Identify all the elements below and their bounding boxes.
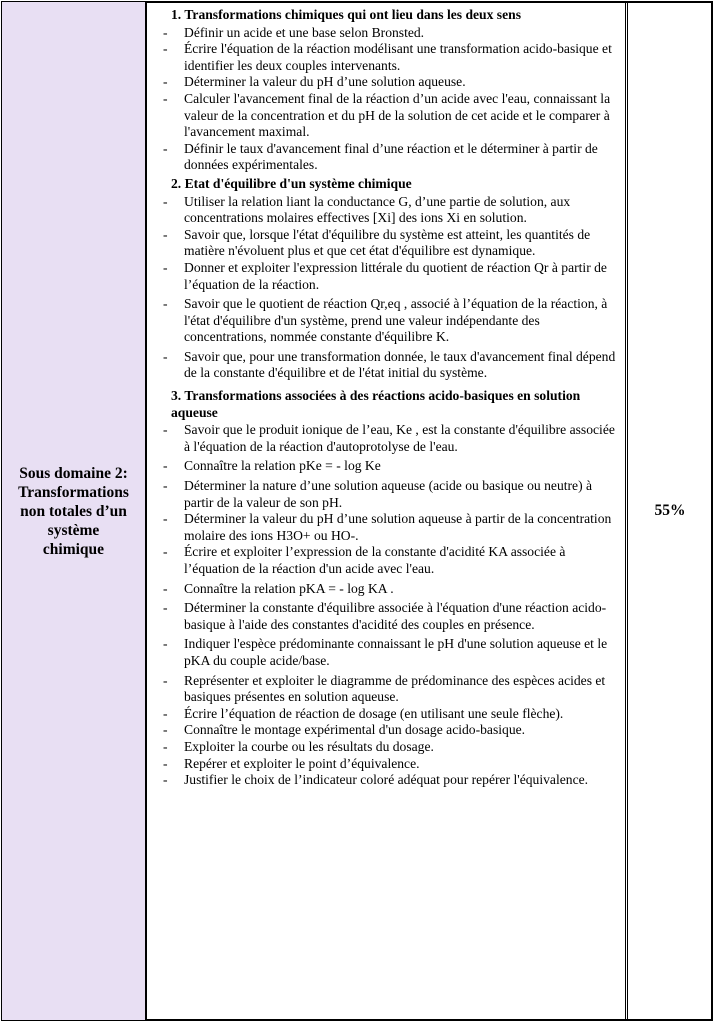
list-item: - Déterminer la valeur du pH d’une solution aqueuse à partir de la concentration molaire des ions H3O+ ou HO-.: [163, 511, 617, 544]
list-item: - Savoir que le produit ionique de l’eau, Ke , est la constante d'équilibre associée à l'équation de la réaction d'autoprotolyse de l'eau.: [163, 422, 617, 455]
list-item: - Savoir que le quotient de réaction Qr,eq , associé à l’équation de la réaction, à l'état d'équilibre d'un système, prend une valeur indépendante des concentrations, nommée constante d'équilibre K.: [163, 296, 617, 346]
content-cell: [147, 2, 628, 1020]
list-item: - Écrire l'équation de la réaction modélisant une transformation acido-basique et identifier les deux couples intervenants.: [163, 41, 617, 74]
list-item: - Connaître la relation pKe = - log Ke: [163, 458, 617, 475]
list-item: - Justifier le choix de l’indicateur coloré adéquat pour repérer l'équivalence.: [163, 772, 617, 789]
list-item: - Savoir que, lorsque l'état d'équilibre du système est atteint, les quantités de matière n'évoluent plus et que cet état d'équilibre est dynamique.: [163, 227, 617, 260]
section-items: [163, 422, 617, 788]
list-item: - Repérer et exploiter le point d’équivalence.: [163, 756, 617, 773]
list-item: - Donner et exploiter l'expression littérale du quotient de réaction Qr à partir de l’équation de la réaction.: [163, 260, 617, 293]
content-list: [147, 7, 617, 791]
list-item: - Connaître le montage expérimental d'un dosage acido-basique.: [163, 722, 617, 739]
section-title: 3. Transformations associées à des réactions acido-basiques en solution aqueuse: [171, 388, 581, 420]
list-item: - Calculer l'avancement final de la réaction d’un acide avec l'eau, connaissant la valeur de la concentration et du pH de la solution de cet acide et le comparer à l'avancement maximal.: [163, 91, 617, 141]
list-item: - Indiquer l'espèce prédominante connaissant le pH d'une solution aqueuse et le pKA du couple acide/base.: [163, 636, 617, 669]
list-item: - Connaître la relation pKA = - log KA .: [163, 581, 617, 598]
list-item: - Exploiter la courbe ou les résultats du dosage.: [163, 739, 617, 756]
section-items: [163, 25, 617, 174]
list-item: - Définir le taux d'avancement final d’une réaction et le déterminer à partir de données expérimentales.: [163, 141, 617, 174]
subdomain-title: Sous domaine 2: Transformations non totales d’un système chimique: [18, 464, 129, 558]
percentage-value: 55%: [654, 502, 686, 519]
list-item: - Utiliser la relation liant la conductance G, d’une partie de solution, aux concentrations molaires effectives [Xi] des ions Xi en solution.: [163, 194, 617, 227]
list-item: - Écrire l’équation de réaction de dosage (en utilisant une seule flèche).: [163, 706, 617, 723]
list-item: - Écrire et exploiter l’expression de la constante d'acidité KA associée à l’équation de la réaction d'un acide avec l'eau.: [163, 544, 617, 577]
list-item: - Déterminer la valeur du pH d’une solution aqueuse.: [163, 74, 617, 91]
list-item: - Déterminer la constante d'équilibre associée à l'équation d'une réaction acido-basique à l'aide des constantes d'acidité des couples en présence.: [163, 600, 617, 633]
section-title: 2. Etat d'équilibre d'un système chimique: [171, 175, 412, 191]
section-title: 1. Transformations chimiques qui ont lieu dans les deux sens: [171, 7, 521, 22]
subdomain-cell: [2, 2, 147, 1020]
list-item: - Représenter et exploiter le diagramme de prédominance des espèces acides et basiques présentes en solution aqueuse.: [163, 673, 617, 706]
percentage-cell: [628, 2, 712, 1020]
list-item: - Définir un acide et une base selon Bronsted.: [163, 25, 617, 42]
list-item: - Savoir que, pour une transformation donnée, le taux d'avancement final dépend de la constante d'équilibre et de l'état initial du système.: [163, 349, 617, 382]
list-item: - Déterminer la nature d’une solution aqueuse (acide ou basique ou neutre) à partir de la valeur de son pH.: [163, 478, 617, 511]
section-items: [163, 194, 617, 383]
